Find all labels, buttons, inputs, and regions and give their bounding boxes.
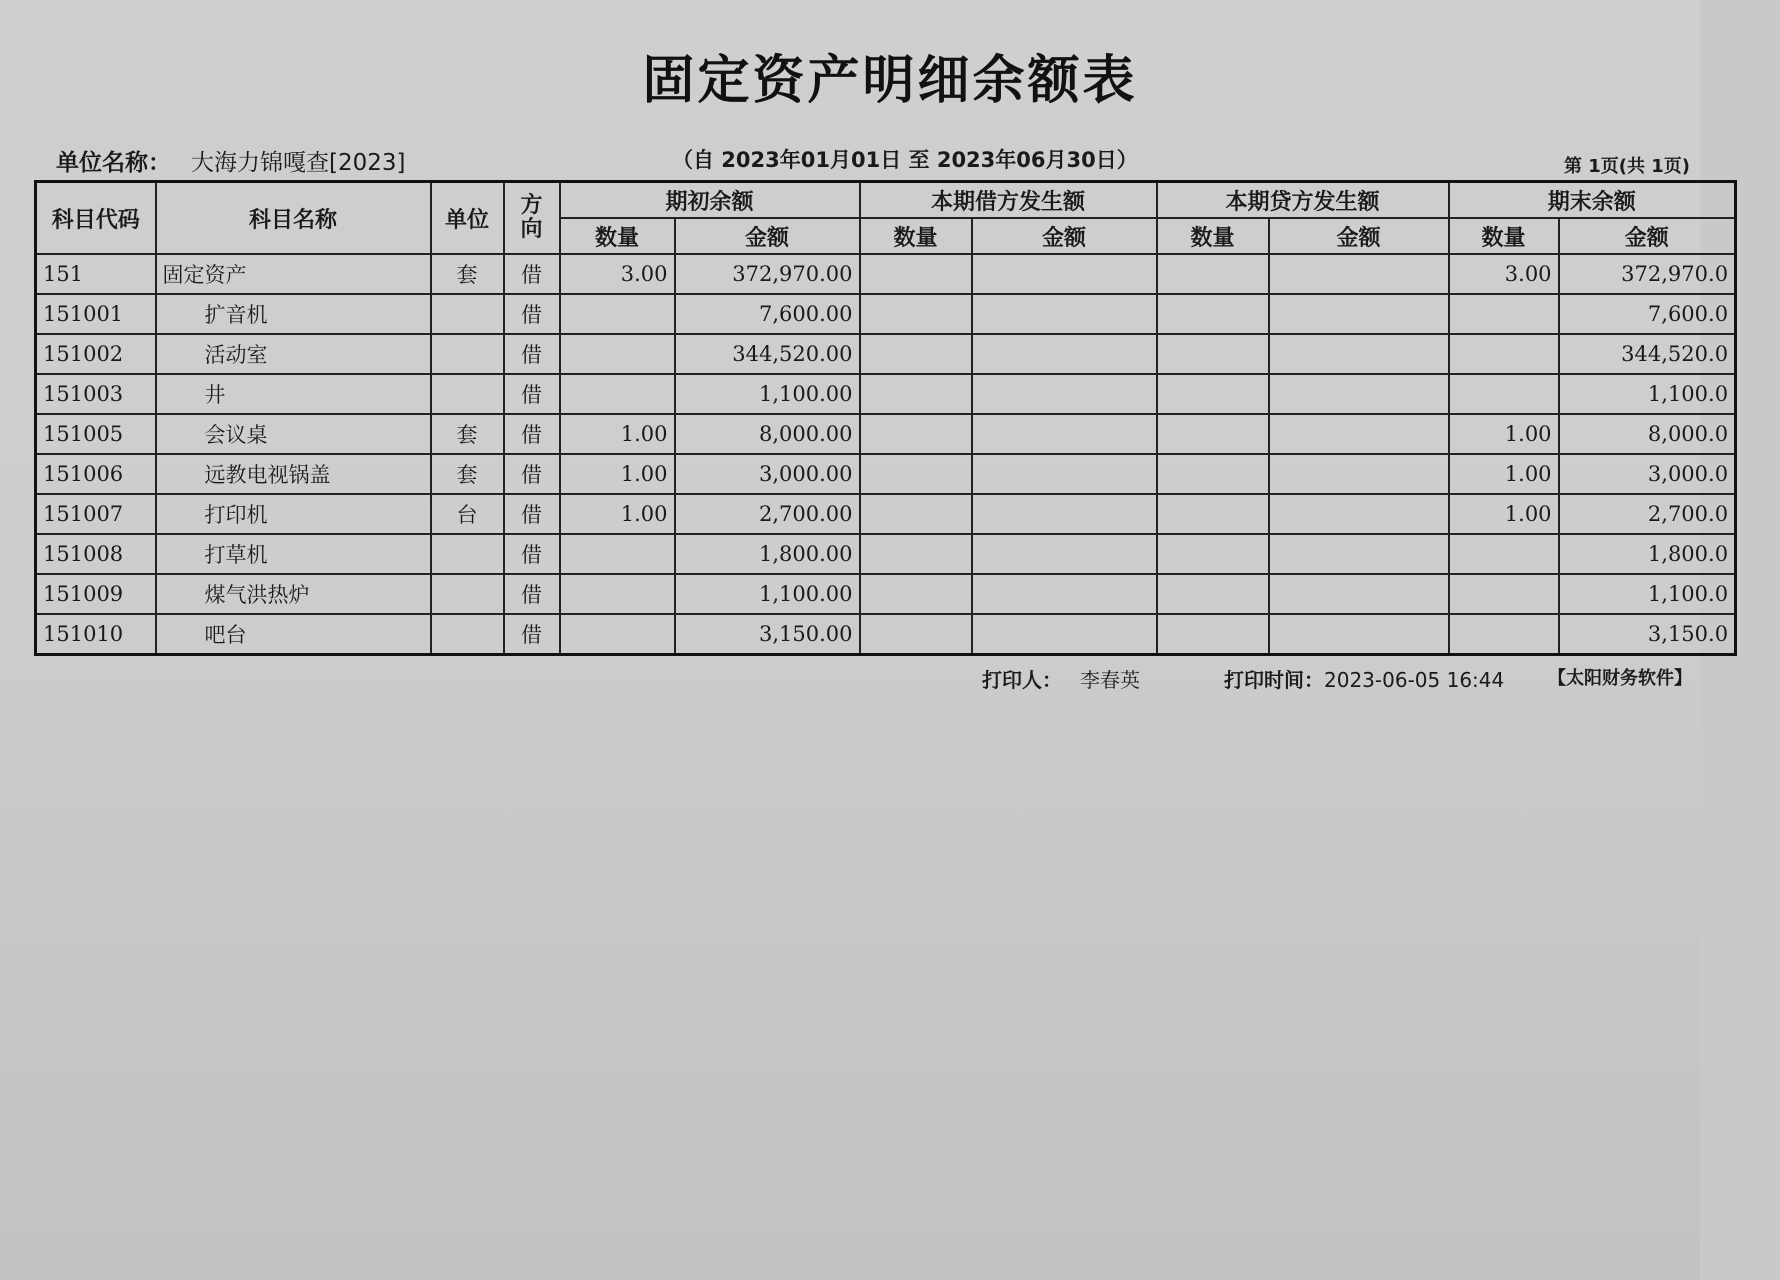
header-row-1 xyxy=(36,182,1736,219)
org-info xyxy=(56,144,405,177)
cell-name: 扩音机 xyxy=(156,294,431,334)
cell-credit-amount xyxy=(1269,414,1449,454)
table-row xyxy=(36,414,1736,454)
cell-direction: 借 xyxy=(504,294,560,334)
group-header-opening: 期初余额 xyxy=(560,182,860,219)
cell-credit-qty xyxy=(1157,414,1269,454)
col-header-unit: 单位 xyxy=(431,182,504,255)
table-row xyxy=(36,334,1736,374)
cell-debit-qty xyxy=(860,534,972,574)
cell-debit-qty xyxy=(860,414,972,454)
cell-code: 151003 xyxy=(36,374,156,414)
cell-credit-qty xyxy=(1157,374,1269,414)
ledger-table xyxy=(34,180,1737,656)
cell-credit-qty xyxy=(1157,494,1269,534)
cell-name: 活动室 xyxy=(156,334,431,374)
cell-debit-amount xyxy=(972,454,1157,494)
sub-header-qty: 数量 xyxy=(860,218,972,254)
table-row xyxy=(36,494,1736,534)
cell-credit-amount xyxy=(1269,574,1449,614)
cell-open-amount: 7,600.00 xyxy=(675,294,860,334)
cell-end-qty xyxy=(1449,614,1559,655)
cell-debit-qty xyxy=(860,454,972,494)
cell-credit-amount xyxy=(1269,334,1449,374)
cell-open-qty: 3.00 xyxy=(560,254,675,294)
cell-credit-qty xyxy=(1157,334,1269,374)
direction-label: 方向 xyxy=(520,193,543,242)
cell-code: 151006 xyxy=(36,454,156,494)
cell-unit xyxy=(431,574,504,614)
cell-open-amount: 372,970.00 xyxy=(675,254,860,294)
software-name: 【太阳财务软件】 xyxy=(1548,668,1692,689)
cell-open-amount: 1,100.00 xyxy=(675,574,860,614)
cell-credit-amount xyxy=(1269,374,1449,414)
printer-info xyxy=(982,664,1140,693)
period-range: （自 2023年01月01日 至 2023年06月30日） xyxy=(672,148,1138,172)
cell-debit-amount xyxy=(972,534,1157,574)
cell-credit-amount xyxy=(1269,614,1449,655)
cell-debit-qty xyxy=(860,254,972,294)
cell-name: 打印机 xyxy=(156,494,431,534)
cell-open-qty xyxy=(560,374,675,414)
cell-end-amount: 372,970.0 xyxy=(1559,254,1736,294)
cell-debit-qty xyxy=(860,374,972,414)
cell-open-amount: 3,000.00 xyxy=(675,454,860,494)
cell-end-amount: 1,100.0 xyxy=(1559,374,1736,414)
cell-open-qty xyxy=(560,614,675,655)
cell-end-qty: 1.00 xyxy=(1449,454,1559,494)
cell-unit xyxy=(431,534,504,574)
cell-end-qty xyxy=(1449,294,1559,334)
cell-open-qty xyxy=(560,574,675,614)
cell-direction: 借 xyxy=(504,414,560,454)
cell-open-qty xyxy=(560,534,675,574)
cell-end-amount: 7,600.0 xyxy=(1559,294,1736,334)
cell-credit-amount xyxy=(1269,494,1449,534)
cell-code: 151009 xyxy=(36,574,156,614)
cell-open-qty: 1.00 xyxy=(560,414,675,454)
group-header-credit: 本期贷方发生额 xyxy=(1157,182,1449,219)
cell-name: 打草机 xyxy=(156,534,431,574)
cell-direction: 借 xyxy=(504,254,560,294)
col-header-code: 科目代码 xyxy=(36,182,156,255)
cell-code: 151001 xyxy=(36,294,156,334)
cell-code: 151005 xyxy=(36,414,156,454)
cell-credit-amount xyxy=(1269,254,1449,294)
cell-end-amount: 3,000.0 xyxy=(1559,454,1736,494)
cell-end-amount: 1,100.0 xyxy=(1559,574,1736,614)
cell-end-amount: 2,700.0 xyxy=(1559,494,1736,534)
cell-name: 固定资产 xyxy=(156,254,431,294)
cell-name: 会议桌 xyxy=(156,414,431,454)
cell-credit-qty xyxy=(1157,254,1269,294)
cell-code: 151008 xyxy=(36,534,156,574)
cell-name: 吧台 xyxy=(156,614,431,655)
cell-unit xyxy=(431,334,504,374)
cell-code: 151010 xyxy=(36,614,156,655)
cell-end-amount: 8,000.0 xyxy=(1559,414,1736,454)
cell-credit-amount xyxy=(1269,294,1449,334)
cell-direction: 借 xyxy=(504,574,560,614)
cell-credit-qty xyxy=(1157,614,1269,655)
cell-open-amount: 344,520.00 xyxy=(675,334,860,374)
group-header-debit: 本期借方发生额 xyxy=(860,182,1157,219)
sub-header-amount: 金额 xyxy=(972,218,1157,254)
cell-end-qty xyxy=(1449,334,1559,374)
cell-debit-qty xyxy=(860,574,972,614)
sub-header-qty: 数量 xyxy=(1157,218,1269,254)
group-header-closing: 期末余额 xyxy=(1449,182,1736,219)
cell-credit-qty xyxy=(1157,534,1269,574)
cell-end-qty xyxy=(1449,534,1559,574)
sub-header-amount: 金额 xyxy=(675,218,860,254)
printer-value: 李春英 xyxy=(1080,668,1140,692)
cell-direction: 借 xyxy=(504,494,560,534)
print-time-label: 打印时间： xyxy=(1224,668,1324,692)
cell-credit-amount xyxy=(1269,534,1449,574)
cell-credit-amount xyxy=(1269,454,1449,494)
table-row xyxy=(36,374,1736,414)
cell-debit-amount xyxy=(972,334,1157,374)
cell-debit-amount xyxy=(972,374,1157,414)
cell-unit: 套 xyxy=(431,254,504,294)
cell-open-amount: 1,800.00 xyxy=(675,534,860,574)
org-value: 大海力锦嘎查[2023] xyxy=(191,150,406,176)
cell-code: 151 xyxy=(36,254,156,294)
cell-debit-amount xyxy=(972,494,1157,534)
cell-open-qty xyxy=(560,294,675,334)
table-row xyxy=(36,574,1736,614)
sub-header-qty: 数量 xyxy=(560,218,675,254)
cell-credit-qty xyxy=(1157,454,1269,494)
cell-debit-qty xyxy=(860,334,972,374)
cell-debit-amount xyxy=(972,574,1157,614)
col-header-direction xyxy=(504,182,560,255)
sub-header-qty: 数量 xyxy=(1449,218,1559,254)
cell-unit: 台 xyxy=(431,494,504,534)
cell-open-qty xyxy=(560,334,675,374)
cell-end-qty xyxy=(1449,374,1559,414)
cell-direction: 借 xyxy=(504,614,560,655)
cell-end-amount: 344,520.0 xyxy=(1559,334,1736,374)
org-label: 单位名称： xyxy=(56,150,171,176)
cell-direction: 借 xyxy=(504,374,560,414)
cell-unit: 套 xyxy=(431,454,504,494)
cell-unit xyxy=(431,294,504,334)
cell-end-qty: 1.00 xyxy=(1449,494,1559,534)
cell-direction: 借 xyxy=(504,334,560,374)
table-row xyxy=(36,614,1736,655)
page-info: 第 1页(共 1页) xyxy=(1563,156,1690,177)
cell-unit: 套 xyxy=(431,414,504,454)
cell-debit-amount xyxy=(972,614,1157,655)
cell-name: 煤气洪热炉 xyxy=(156,574,431,614)
cell-unit xyxy=(431,374,504,414)
table-row xyxy=(36,534,1736,574)
sub-header-amount: 金额 xyxy=(1559,218,1736,254)
cell-end-qty xyxy=(1449,574,1559,614)
sub-header-amount: 金额 xyxy=(1269,218,1449,254)
cell-credit-qty xyxy=(1157,294,1269,334)
col-header-name: 科目名称 xyxy=(156,182,431,255)
cell-open-amount: 8,000.00 xyxy=(675,414,860,454)
cell-end-amount: 1,800.0 xyxy=(1559,534,1736,574)
cell-unit xyxy=(431,614,504,655)
cell-code: 151002 xyxy=(36,334,156,374)
cell-open-qty: 1.00 xyxy=(560,494,675,534)
cell-debit-amount xyxy=(972,254,1157,294)
cell-direction: 借 xyxy=(504,534,560,574)
page-title: 固定资产明细余额表 xyxy=(642,51,1138,111)
cell-credit-qty xyxy=(1157,574,1269,614)
cell-debit-amount xyxy=(972,414,1157,454)
cell-debit-qty xyxy=(860,294,972,334)
cell-name: 远教电视锅盖 xyxy=(156,454,431,494)
print-time-info xyxy=(1224,664,1504,693)
cell-open-amount: 3,150.00 xyxy=(675,614,860,655)
table-row xyxy=(36,254,1736,294)
cell-open-amount: 2,700.00 xyxy=(675,494,860,534)
cell-end-qty: 3.00 xyxy=(1449,254,1559,294)
table-row xyxy=(36,294,1736,334)
cell-code: 151007 xyxy=(36,494,156,534)
printer-label: 打印人： xyxy=(982,668,1062,692)
cell-end-qty: 1.00 xyxy=(1449,414,1559,454)
cell-direction: 借 xyxy=(504,454,560,494)
cell-end-amount: 3,150.0 xyxy=(1559,614,1736,655)
print-time-value: 2023-06-05 16:44 xyxy=(1324,668,1505,692)
table-row xyxy=(36,454,1736,494)
cell-debit-qty xyxy=(860,494,972,534)
cell-debit-amount xyxy=(972,294,1157,334)
cell-debit-qty xyxy=(860,614,972,655)
cell-name: 井 xyxy=(156,374,431,414)
cell-open-amount: 1,100.00 xyxy=(675,374,860,414)
cell-open-qty: 1.00 xyxy=(560,454,675,494)
